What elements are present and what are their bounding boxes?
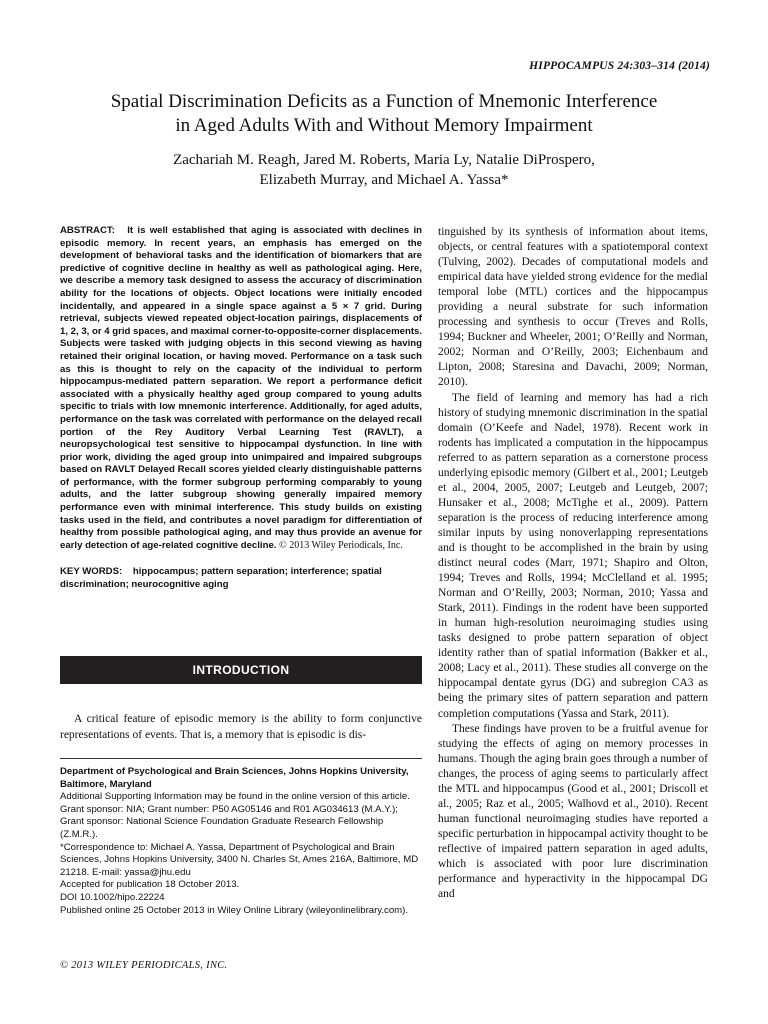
authors-line-2: Elizabeth Murray, and Michael A. Yassa* xyxy=(259,172,509,188)
abstract xyxy=(60,225,422,552)
authors-line-1: Zachariah M. Reagh, Jared M. Roberts, Maria Ly, Natalie DiProspero, xyxy=(173,152,595,168)
page-copyright: © 2013 WILEY PERIODICALS, INC. xyxy=(60,960,228,971)
keywords-label: KEY WORDS: xyxy=(60,566,123,578)
article-title xyxy=(40,90,728,138)
abstract-text: It is well established that aging is associated with declines in episodic memory. In recent years, an emphasis has emerged on the development of behavioral tasks and the identification of biomarkers that are predictive of cognitive decline in healthy as well as pathological aging. Here, we describe a memory task designed to assess the accuracy of discrimination ability for the locations of objects. Object locations were initially encoded incidentally, and appeared in a single space against a 5 × 7 grid. During retrieval, subjects viewed repeated object-location pairings, displacements of 1, 2, 3, or 4 grid spaces, and maximal corner-to-opposite-corner displacements. Subjects were tasked with judging objects in this second viewing as having retained their original location, or having moved. Performance on a task such as this is thought to rely on the capacity of the individual to perform hippocampus-mediated pattern separation. We report a performance deficit associated with a physically healthy aged group compared to young adults specific to trials with low mnemonic interference. Additionally, for aged adults, performance on the task was correlated with performance on the delayed recall portion of the Rey Auditory Verbal Learning Test (RAVLT), a neuropsychological test sensitive to hippocampal dysfunction. In line with prior work, dividing the aged group into unimpaired and impaired subgroups based on RAVLT Delayed Recall scores yielded clearly distinguishable patterns of performance, with the former subgroup performing comparably to young adults, and the latter subgroup showing generally impaired memory performance even with minimal interference. This study builds on existing tasks used in the field, and contributes a novel paradigm for differentiation of healthy from possible pathological aging, and may thus provide an avenue for early detection of age-related cognitive decline. xyxy=(60,225,423,551)
accepted-note: Accepted for publication 18 October 2013. xyxy=(60,879,240,891)
grant-note: Grant sponsor: NIA; Grant number: P50 AG05146 and R01 AG034613 (M.A.Y.); Grant sponsor: National Science Foundation Graduate Research Fellowship (Z.M.R.). xyxy=(60,803,398,840)
introduction-text: A critical feature of episodic memory is the ability to form conjunctive representations of events. That is, a memory that is episodic is dis- xyxy=(60,713,422,741)
author-list xyxy=(40,150,728,190)
body-paragraph-2: The field of learning and memory has had a rich history of studying mnemonic discrimination in the spatial domain (O’Keefe and Nadel, 1978). Recent work in rodents has implicated a computation in the hippocampus referred to as pattern separation as a cornerstone process underlying episodic memory (Gilbert et al., 2001; Leutgeb et al., 2004, 2005, 2007; Leutgeb and Leutgeb, 2007; Hunsaker et al., 2008; McTighe et al., 2009). Pattern separation is the process of reducing interference among similar inputs by using nonoverlapping representations and is thought to be accomplished in the brain by using distinct neural codes (Marr, 1971; Shapiro and Olton, 1994; Treves and Rolls, 1994; McClelland et al. 1995; Norman and O’Reilly, 2003; Norman, 2010; Yassa and Stark, 2011). Findings in the rodent have been supported in human high-resolution neuroimaging studies using tasks designed to probe pattern separation of object identity rather than of spatial information (Bakker et al., 2008; Lacy et al., 2011). These studies all converge on the hippocampal dentate gyrus (DG) and subregion CA3 as being the primary sites of pattern separation and pattern completion computations (Yassa and Stark, 2011). xyxy=(438,391,708,720)
abstract-copyright: © 2013 Wiley Periodicals, Inc. xyxy=(279,539,403,551)
supporting-info-note: Additional Supporting Information may be found in the online version of this article. xyxy=(60,791,410,803)
left-column xyxy=(60,225,422,592)
title-line-1: Spatial Discrimination Deficits as a Function of Mnemonic Interference xyxy=(110,91,658,112)
correspondence-note: *Correspondence to: Michael A. Yassa, Department of Psychological and Brain Sciences, Johns Hopkins University, 3400 N. Charles St, Ames 216A, Baltimore, MD 21218. E-mail: yassa@jhu.edu xyxy=(60,841,419,878)
introduction-heading: INTRODUCTION xyxy=(60,656,422,684)
abstract-label: ABSTRACT: xyxy=(60,225,115,236)
footnote-divider xyxy=(60,758,422,759)
body-paragraph-1: tinguished by its synthesis of information about items, objects, or central features with a spatiotemporal context (Tulving, 2002). Decades of computational models and empirical data have yielded strong evidence for the medial temporal lobe (MTL) cortices and the hippocampus providing a neural substrate for such information processing and synthesis to occur (Treves and Rolls, 1994; Buckner and Wheeler, 2001; O’Reilly and Norman, 2002; Norman and O’Reilly, 2003; Eichenbaum and Lipton, 2008; Staresina and Davachi, 2009; Norman, 2010). xyxy=(438,226,708,389)
doi-note: DOI 10.1002/hipo.22224 xyxy=(60,891,165,903)
affiliation: Department of Psychological and Brain Sciences, Johns Hopkins University, Baltimore, Maryland xyxy=(60,766,409,790)
journal-citation: HIPPOCAMPUS 24:303–314 (2014) xyxy=(529,60,710,72)
right-column xyxy=(438,225,708,902)
title-line-2: in Aged Adults With and Without Memory Impairment xyxy=(175,115,593,136)
keywords-text: hippocampus; pattern separation; interference; spatial discrimination; neurocognitive aging xyxy=(60,566,382,591)
published-note: Published online 25 October 2013 in Wiley Online Library (wileyonlinelibrary.com). xyxy=(60,904,409,916)
body-paragraph-3: These findings have proven to be a fruitful avenue for studying the effects of aging on memory processes in humans. Though the aging brain goes through a number of changes, the process of aging seems to particularly affect the MTL and hippocampus (Good et al., 2001; Driscoll et al., 2005; Raz et al., 2005; Walhovd et al., 2010). Recent human functional neuroimaging studies have reported a specific perturbation in hippocampal activity thought to be reflective of impaired pattern separation in aged adults, which is associated with poor lure discrimination performance and hyperactivity in the hippocampal DG and xyxy=(438,722,708,901)
footnotes xyxy=(60,766,422,917)
keywords xyxy=(60,566,422,591)
